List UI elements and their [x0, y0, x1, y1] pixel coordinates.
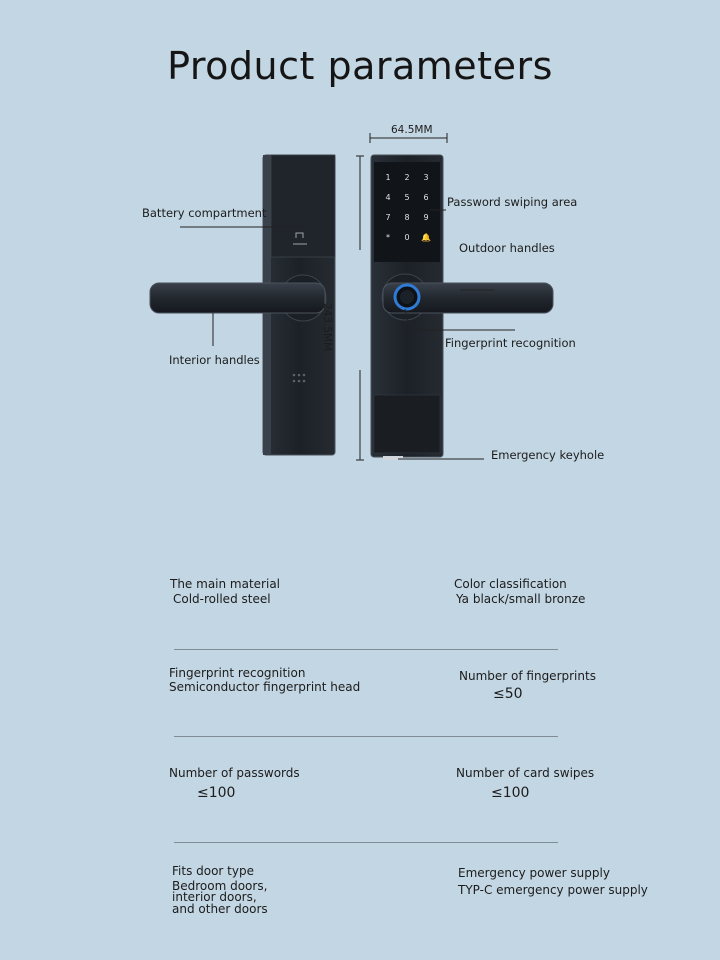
divider: [174, 649, 558, 650]
spec-key: Fingerprint recognition: [169, 666, 306, 680]
keypad-key: 🔔: [421, 233, 431, 242]
spec-key: Emergency power supply: [458, 866, 610, 880]
height-dimension: 243.5MM: [321, 303, 333, 352]
keypad-key: *: [386, 233, 390, 242]
spec-value: Ya black/small bronze: [456, 592, 586, 606]
keypad-key: 7: [385, 213, 391, 222]
spec-key: Number of fingerprints: [459, 669, 596, 683]
fingerprint-label: Fingerprint recognition: [445, 336, 576, 350]
password-area-label: Password swiping area: [447, 195, 578, 209]
keypad-key: 9: [423, 213, 429, 222]
keypad-key: 6: [423, 193, 429, 202]
spec-value: ≤100: [491, 785, 530, 801]
interior-handles-label: Interior handles: [169, 353, 260, 367]
keyhole-label: Emergency keyhole: [491, 448, 605, 462]
keypad-key: 0: [404, 233, 410, 242]
spec-value: Semiconductor fingerprint head: [169, 680, 361, 694]
spec-key: The main material: [170, 577, 281, 591]
page-title: Product parameters: [167, 44, 553, 88]
spec-key: Fits door type: [172, 864, 254, 878]
spec-key: Number of passwords: [169, 766, 300, 780]
divider: [174, 736, 558, 737]
keypad-key: 5: [404, 193, 410, 202]
keypad-key: 1: [385, 173, 391, 182]
keypad-key: 3: [423, 173, 429, 182]
spec-value: interior doors,: [172, 890, 257, 904]
spec-key: Number of card swipes: [456, 766, 595, 780]
battery-label: Battery compartment: [142, 206, 267, 220]
keypad-key: 2: [404, 173, 410, 182]
divider: [174, 842, 558, 843]
width-dimension: 64.5MM: [391, 124, 433, 136]
spec-value: TYP-C emergency power supply: [458, 883, 648, 897]
interior-panel: [150, 155, 335, 455]
spec-key: Color classification: [454, 577, 567, 591]
spec-value: ≤50: [493, 686, 523, 702]
spec-value: and other doors: [172, 902, 268, 916]
outdoor-handles-label: Outdoor handles: [459, 241, 555, 255]
spec-value: ≤100: [197, 785, 236, 801]
keypad-key: 4: [385, 193, 391, 202]
spec-value: Bedroom doors,: [172, 879, 268, 893]
keypad-key: 8: [404, 213, 410, 222]
spec-value: Cold-rolled steel: [173, 592, 271, 606]
